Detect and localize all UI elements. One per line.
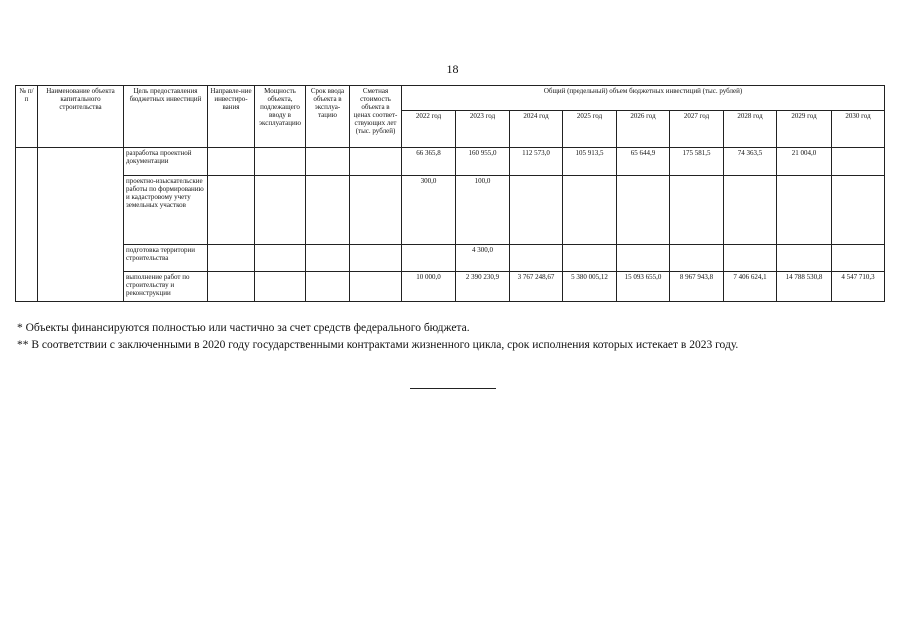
cell-capacity — [255, 245, 306, 272]
cell-value: 105 913,5 — [563, 148, 617, 176]
table-row — [16, 176, 885, 245]
table-row — [16, 245, 885, 272]
cell-value: 4 547 710,3 — [832, 272, 885, 302]
cell-value: 74 363,5 — [724, 148, 777, 176]
year-header: 2030 год — [832, 111, 885, 148]
table-row — [16, 272, 885, 302]
cell-capacity — [255, 272, 306, 302]
cell-direction — [208, 148, 255, 176]
year-header: 2027 год — [670, 111, 724, 148]
year-header: 2025 год — [563, 111, 617, 148]
footnote-contracts: ** В соответствии с заключенными в 2020 году государственными контрактами жизненного цикла, срок исполнения которых истекает в 2023 году. — [17, 339, 739, 351]
cell-value — [724, 176, 777, 245]
cell-num — [16, 148, 38, 302]
cell-value: 160 955,0 — [456, 148, 510, 176]
year-header: 2024 год — [510, 111, 563, 148]
year-header: 2029 год — [777, 111, 832, 148]
budget-investment-table — [15, 85, 885, 302]
cell-value — [617, 245, 670, 272]
header-goal: Цель предоставления бюджетных инвестиций — [124, 86, 208, 148]
cell-value: 175 581,5 — [670, 148, 724, 176]
header-capacity: Мощность объекта, подлежащего вводу в эксплуатацию — [255, 86, 306, 148]
cell-goal: выполнение работ по строительству и реконструкции — [124, 272, 208, 302]
cell-value: 2 390 230,9 — [456, 272, 510, 302]
cell-term — [306, 176, 350, 245]
table-row — [16, 148, 885, 176]
cell-term — [306, 245, 350, 272]
cell-cost — [350, 176, 402, 245]
cell-value: 14 788 530,8 — [777, 272, 832, 302]
cell-value — [832, 148, 885, 176]
cell-value — [510, 176, 563, 245]
header-cost: Сметная стоимость объекта в ценах соответ-ствующих лет (тыс. рублей) — [350, 86, 402, 148]
cell-term — [306, 148, 350, 176]
cell-value: 15 093 655,0 — [617, 272, 670, 302]
header-total-volume: Общий (предельный) объем бюджетных инвестиций (тыс. рублей) — [402, 86, 885, 111]
cell-value — [563, 245, 617, 272]
cell-value: 112 573,0 — [510, 148, 563, 176]
cell-value — [724, 245, 777, 272]
header-object-name: Наименование объекта капитального строительства — [38, 86, 124, 148]
cell-value — [777, 176, 832, 245]
cell-goal: проектно-изыскательские работы по формированию и кадастровому учету земельных участков — [124, 176, 208, 245]
cell-cost — [350, 148, 402, 176]
cell-value: 8 967 943,8 — [670, 272, 724, 302]
cell-value: 7 406 624,1 — [724, 272, 777, 302]
cell-value — [832, 245, 885, 272]
cell-goal: разработка проектной документации — [124, 148, 208, 176]
page-number: 18 — [446, 62, 459, 76]
cell-capacity — [255, 176, 306, 245]
footnote-federal-budget: * Объекты финансируются полностью или частично за счет средств федерального бюджета. — [17, 322, 470, 334]
header-num: № п/п — [16, 86, 38, 148]
cell-value — [670, 176, 724, 245]
cell-value — [832, 176, 885, 245]
header-direction: Направле-ние инвестиро-вания — [208, 86, 255, 148]
cell-term — [306, 272, 350, 302]
cell-value — [670, 245, 724, 272]
year-header: 2026 год — [617, 111, 670, 148]
cell-value: 100,0 — [456, 176, 510, 245]
cell-value: 10 000,0 — [402, 272, 456, 302]
cell-value: 66 365,8 — [402, 148, 456, 176]
cell-direction — [208, 245, 255, 272]
end-divider — [410, 388, 496, 389]
cell-value — [402, 245, 456, 272]
cell-cost — [350, 245, 402, 272]
cell-direction — [208, 272, 255, 302]
year-header: 2023 год — [456, 111, 510, 148]
cell-value: 3 767 248,67 — [510, 272, 563, 302]
cell-value — [510, 245, 563, 272]
cell-capacity — [255, 148, 306, 176]
cell-value — [617, 176, 670, 245]
header-term: Срок ввода объекта в эксплуа-тацию — [306, 86, 350, 148]
cell-goal: подготовка территории строительства — [124, 245, 208, 272]
year-header: 2022 год — [402, 111, 456, 148]
cell-value — [563, 176, 617, 245]
cell-direction — [208, 176, 255, 245]
cell-value: 4 300,0 — [456, 245, 510, 272]
cell-value: 21 004,0 — [777, 148, 832, 176]
cell-cost — [350, 272, 402, 302]
cell-value: 300,0 — [402, 176, 456, 245]
cell-value: 65 644,9 — [617, 148, 670, 176]
cell-value: 5 380 005,12 — [563, 272, 617, 302]
year-header: 2028 год — [724, 111, 777, 148]
cell-object-name — [38, 148, 124, 302]
cell-value — [777, 245, 832, 272]
